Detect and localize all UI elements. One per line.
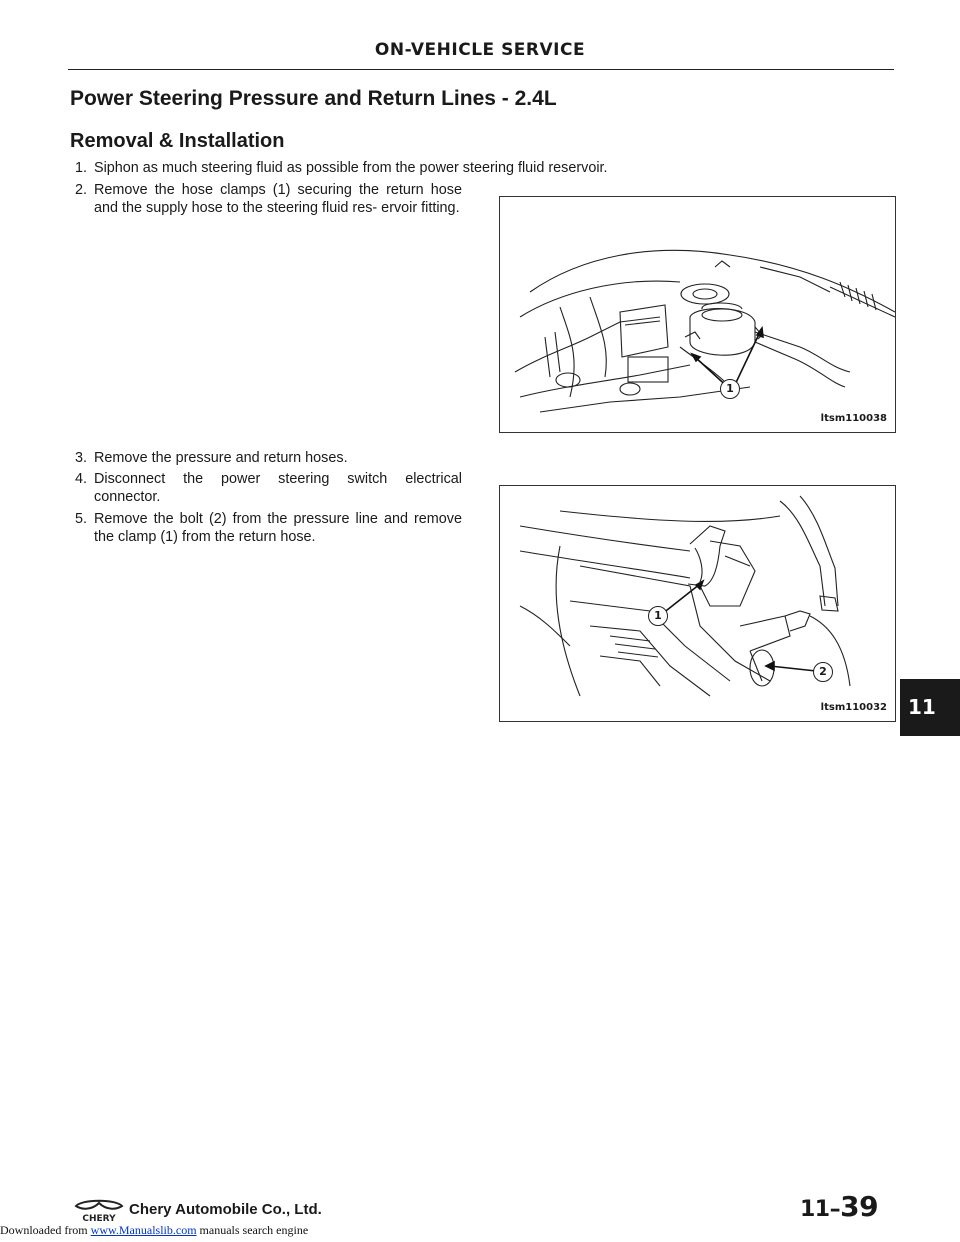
- step-text: Disconnect the power steering switch electrical connector.: [94, 471, 462, 505]
- page-separator: –: [829, 1197, 841, 1222]
- callout-2: 2: [813, 662, 833, 682]
- subsection-title: Removal & Installation: [70, 130, 285, 152]
- manualslib-link[interactable]: www.Manualslib.com: [90, 1223, 197, 1237]
- section-title: Power Steering Pressure and Return Lines - 2.4L: [70, 87, 557, 110]
- step-text: Siphon as much steering fluid as possible from the power steering fluid reservoir.: [94, 160, 608, 176]
- callout-1: 1: [648, 606, 668, 626]
- pressure-line-illustration: [500, 486, 895, 721]
- callout-1: 1: [720, 379, 740, 399]
- page-header-title: ON-VEHICLE SERVICE: [374, 40, 586, 60]
- step-4: [75, 470, 462, 506]
- step-2: [75, 181, 462, 217]
- page-number: [800, 1190, 878, 1223]
- step-number: 3.: [75, 450, 88, 466]
- step-text: Remove the hose clamps (1) securing the return hose and the supply hose to the steering fluid res- ervoir fitting.: [94, 182, 462, 216]
- page-chapter: 11: [800, 1197, 830, 1222]
- step-1: [75, 159, 705, 177]
- step-number: 5.: [75, 511, 88, 527]
- step-number: 2.: [75, 182, 88, 198]
- engine-bay-illustration: [500, 197, 895, 432]
- footer-company: Chery Automobile Co., Ltd.: [129, 1201, 322, 1218]
- chapter-tab: 11: [900, 679, 960, 736]
- step-3: [75, 449, 462, 467]
- figure-pressure-line-bolt: [499, 485, 896, 722]
- step-text: Remove the pressure and return hoses.: [94, 450, 348, 466]
- figure-code: ltsm110038: [820, 413, 887, 424]
- page-num: 39: [840, 1190, 879, 1223]
- svg-text:CHERY: CHERY: [82, 1214, 116, 1223]
- download-suffix: manuals search engine: [196, 1223, 309, 1237]
- step-number: 4.: [75, 471, 88, 487]
- header-divider: [68, 69, 894, 70]
- step-text: Remove the bolt (2) from the pressure line and remove the clamp (1) from the return hose.: [94, 511, 462, 545]
- step-5: [75, 510, 462, 546]
- figure-code: ltsm110032: [820, 702, 887, 713]
- download-notice: [0, 1223, 308, 1238]
- download-prefix: Downloaded from: [0, 1223, 91, 1237]
- step-number: 1.: [75, 160, 88, 176]
- figure-reservoir-hose-clamps: [499, 196, 896, 433]
